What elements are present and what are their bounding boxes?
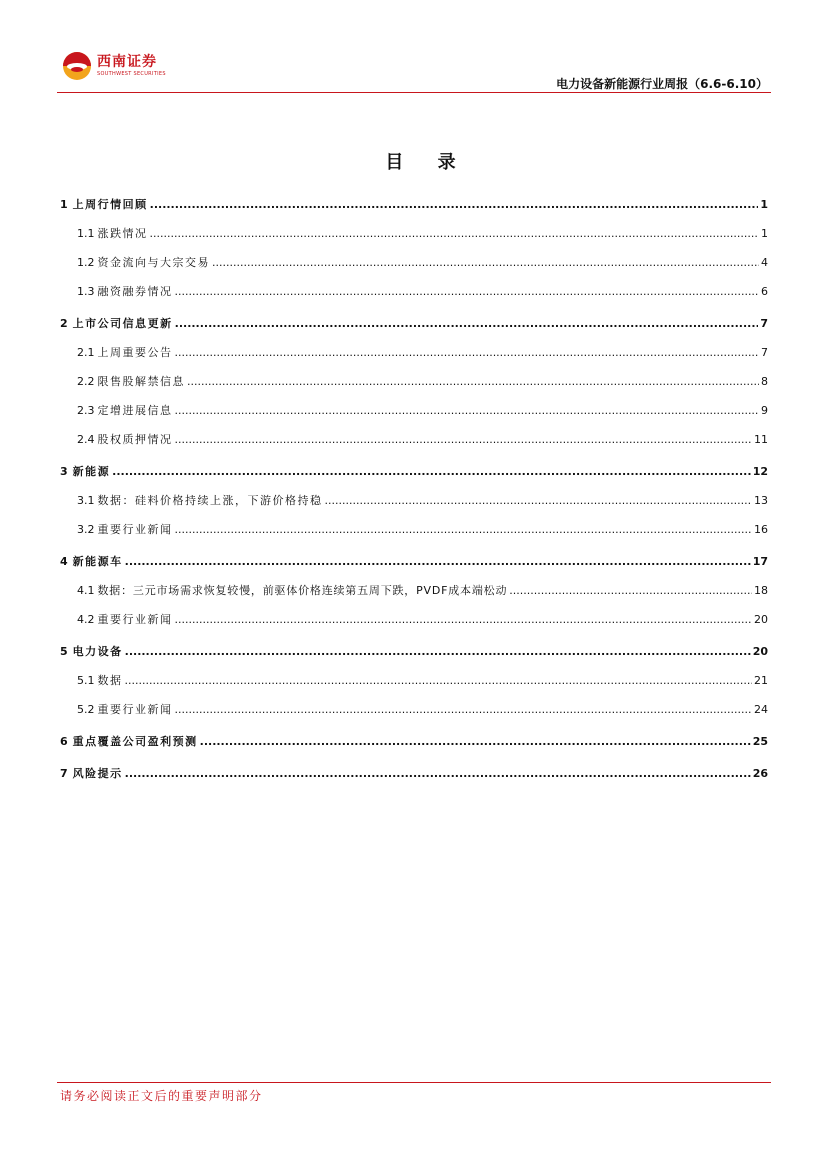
toc-leader: [175, 346, 760, 360]
toc-entry[interactable]: [60, 256, 768, 270]
toc-entry-number: 6: [60, 735, 68, 748]
toc-entry-label: 定增进展信息: [97, 404, 173, 417]
toc-entry-number: 3.2: [77, 523, 95, 536]
toc-leader: [112, 465, 751, 479]
toc-entry-label: 重要行业新闻: [97, 523, 173, 536]
toc-entry[interactable]: [60, 494, 768, 508]
toc-entry-page: 11: [754, 433, 768, 446]
toc-leader: [509, 584, 752, 598]
toc-entry-label: 新能源: [72, 465, 111, 478]
toc-entry-number: 2.1: [77, 346, 95, 359]
toc-entry-number: 3.1: [77, 494, 95, 507]
toc-entry[interactable]: [60, 613, 768, 627]
toc-entry[interactable]: [60, 735, 768, 749]
toc-entry-label: 上周重要公告: [97, 346, 173, 359]
toc-entry-number: 1: [60, 198, 68, 211]
toc-entry-page: 12: [752, 465, 768, 478]
toc-entry-page: 13: [754, 494, 768, 507]
toc-entry-label: 数据：硅料价格持续上涨，下游价格持稳: [97, 494, 323, 507]
toc-leader: [175, 703, 753, 717]
toc-entry[interactable]: [60, 285, 768, 299]
toc-entry[interactable]: [60, 465, 768, 479]
toc-entry[interactable]: [60, 346, 768, 360]
toc-entry-page: 8: [761, 375, 768, 388]
toc-entry-label: 电力设备: [72, 645, 123, 658]
toc-entry-label: 重点覆盖公司盈利预测: [72, 735, 198, 748]
toc-entry-label: 数据：三元市场需求恢复较慢，前驱体价格连续第五周下跌，PVDF成本端松动: [97, 584, 508, 597]
company-logo: [63, 52, 166, 80]
toc-entry[interactable]: [60, 433, 768, 447]
toc-entry-page: 26: [752, 767, 768, 780]
toc-leader: [175, 523, 753, 537]
toc-entry-label: 上周行情回顾: [72, 198, 148, 211]
logo-english-name: SOUTHWEST SECURITIES: [97, 71, 166, 77]
toc-entry-page: 21: [754, 674, 768, 687]
toc-leader: [125, 767, 751, 781]
toc-entry[interactable]: [60, 404, 768, 418]
toc-entry-label: 融资融券情况: [97, 285, 173, 298]
toc-entry-page: 16: [754, 523, 768, 536]
report-title: 电力设备新能源行业周报（6.6-6.10）: [556, 77, 768, 91]
toc-entry-number: 5.2: [77, 703, 95, 716]
toc-entry[interactable]: [60, 198, 768, 212]
toc-entry-number: 7: [60, 767, 68, 780]
toc-entry-page: 4: [761, 256, 768, 269]
toc-leader: [175, 404, 760, 418]
toc-entry[interactable]: [60, 375, 768, 389]
toc-leader: [175, 317, 759, 331]
toc-entry-label: 数据: [97, 674, 123, 687]
toc-entry-label: 上市公司信息更新: [72, 317, 173, 330]
toc-entry-label: 风险提示: [72, 767, 123, 780]
toc-leader: [175, 433, 753, 447]
toc-entry-number: 3: [60, 465, 68, 478]
toc-entry[interactable]: [60, 317, 768, 331]
toc-entry[interactable]: [60, 227, 768, 241]
toc-entry-number: 2.2: [77, 375, 95, 388]
toc-entry-number: 4: [60, 555, 68, 568]
toc-leader: [212, 256, 759, 270]
toc-entry-page: 25: [752, 735, 768, 748]
toc-entry-label: 股权质押情况: [97, 433, 173, 446]
footer-disclaimer: 请务必阅读正文后的重要声明部分: [60, 1089, 263, 1103]
toc-entry[interactable]: [60, 767, 768, 781]
toc-entry-page: 18: [754, 584, 768, 597]
toc-entry-label: 新能源车: [72, 555, 123, 568]
toc-entry[interactable]: [60, 555, 768, 569]
toc-entry-number: 1.2: [77, 256, 95, 269]
logo-chinese-name: 西南证券: [97, 54, 157, 70]
toc-entry[interactable]: [60, 703, 768, 717]
toc-entry-number: 2.4: [77, 433, 95, 446]
footer-divider: [57, 1082, 771, 1083]
toc-entry-number: 5.1: [77, 674, 95, 687]
toc-entry[interactable]: [60, 674, 768, 688]
toc-entry-number: 1.1: [77, 227, 95, 240]
toc-leader: [150, 227, 760, 241]
toc-entry-label: 资金流向与大宗交易: [97, 256, 210, 269]
toc-entry-number: 5: [60, 645, 68, 658]
toc-leader: [175, 285, 760, 299]
toc-heading: 目 录: [385, 152, 470, 173]
toc-entry[interactable]: [60, 584, 768, 598]
toc-entry-page: 6: [761, 285, 768, 298]
toc-entry-page: 20: [754, 613, 768, 626]
header-divider: [57, 92, 771, 93]
toc-entry-page: 24: [754, 703, 768, 716]
toc-entry-page: 20: [752, 645, 768, 658]
toc-entry-label: 限售股解禁信息: [97, 375, 185, 388]
toc-entry-label: 重要行业新闻: [97, 613, 173, 626]
toc-entry-label: 涨跌情况: [97, 227, 148, 240]
toc-entry-number: 2: [60, 317, 68, 330]
toc-entry-page: 7: [761, 346, 768, 359]
logo-emblem-icon: [63, 52, 91, 80]
toc-entry-page: 1: [760, 198, 768, 211]
toc-leader: [187, 375, 759, 389]
toc-entry-page: 9: [761, 404, 768, 417]
toc-leader: [200, 735, 751, 749]
toc-entry[interactable]: [60, 523, 768, 537]
toc-leader: [125, 555, 751, 569]
toc-entry-number: 4.1: [77, 584, 95, 597]
toc-entry-page: 1: [761, 227, 768, 240]
toc-entry-number: 1.3: [77, 285, 95, 298]
toc-leader: [125, 674, 753, 688]
toc-leader: [325, 494, 753, 508]
toc-leader: [125, 645, 751, 659]
toc-entry-number: 4.2: [77, 613, 95, 626]
toc-leader: [175, 613, 753, 627]
toc-leader: [150, 198, 759, 212]
toc-entry-number: 2.3: [77, 404, 95, 417]
toc-entry-page: 17: [752, 555, 768, 568]
toc-entry-page: 7: [760, 317, 768, 330]
toc-entry-label: 重要行业新闻: [97, 703, 173, 716]
page-header: [57, 48, 770, 92]
toc-entry[interactable]: [60, 645, 768, 659]
